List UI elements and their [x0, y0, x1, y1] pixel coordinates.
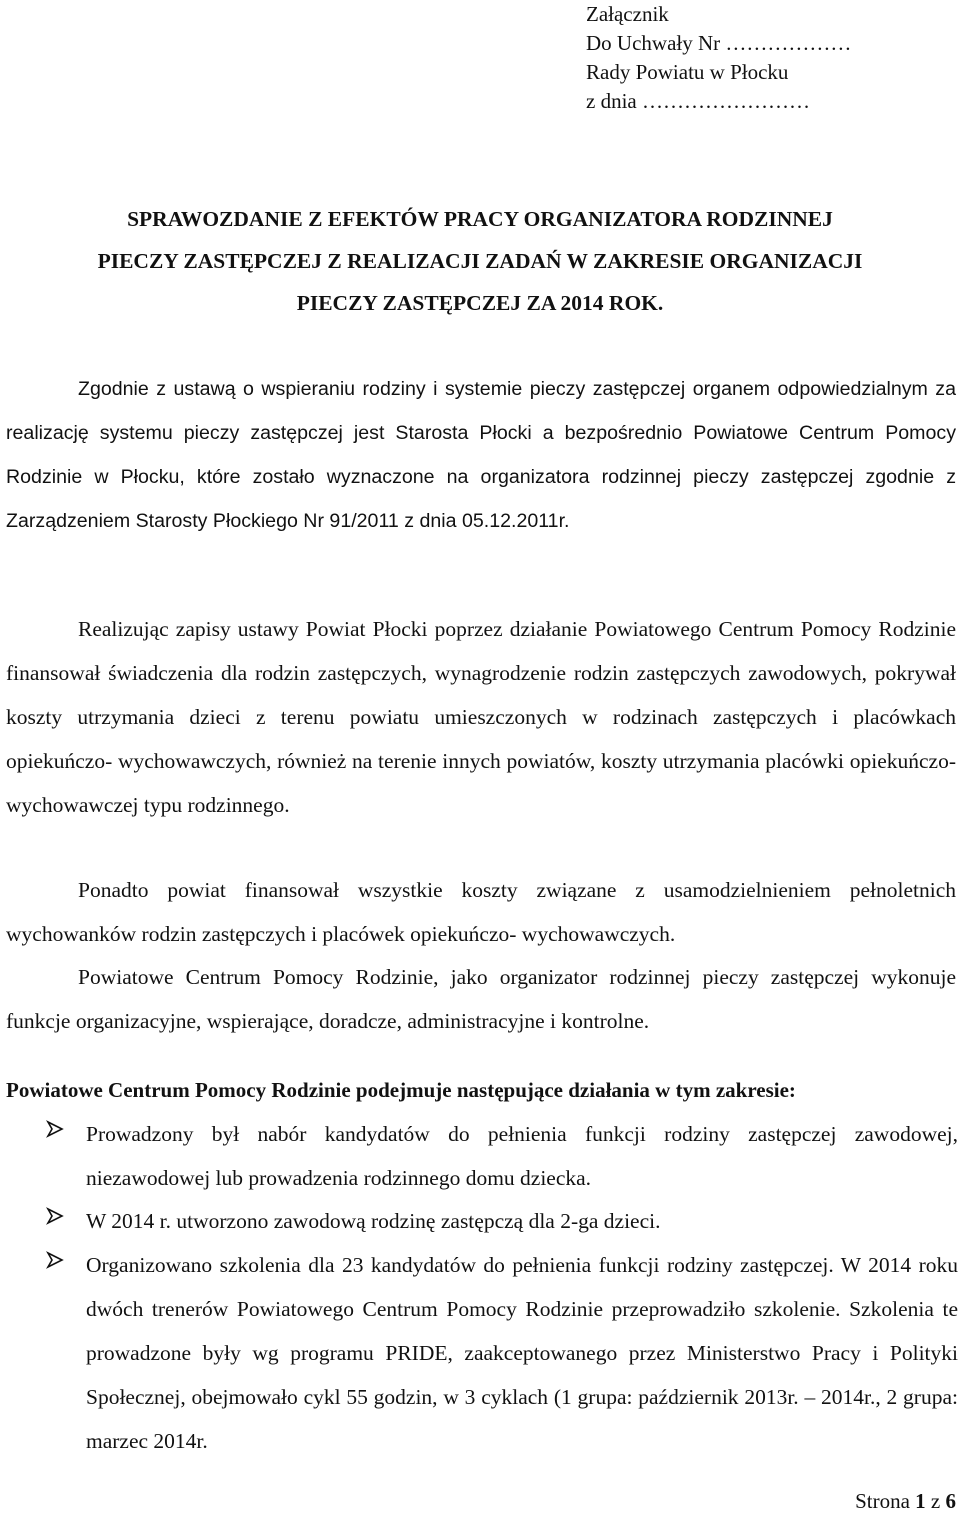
paragraph-2-text: Realizując zapisy ustawy Powiat Płocki poprzez działanie Powiatowego Centrum Pomocy Rodzinie finansował świadczenia dla rodzin zastępczych, wynagrodzenie rodzin zastępczych zawodowych, pokrywał koszty utrzymania dzieci z terenu powiatu umieszczonych w rodzinach zastępczych i placówkach opiekuńczo- wychowawczych, również na terenie innych powiatów, koszty utrzymania placówki opiekuńczo-wychowawczej typu rodzinnego.	[6, 617, 956, 817]
page-label: Strona	[855, 1489, 910, 1513]
annex-header	[586, 0, 851, 116]
list-item-text: W 2014 r. utworzono zawodową rodzinę zastępczą dla 2-ga dzieci.	[86, 1209, 661, 1233]
paragraph-4	[6, 955, 956, 1043]
page-separator: z	[930, 1489, 941, 1513]
paragraph-2	[6, 607, 956, 827]
annex-resolution-no: Do Uchwały Nr ………………	[586, 31, 852, 55]
annex-label: Załącznik	[586, 2, 669, 26]
page-total: 6	[945, 1489, 956, 1513]
paragraph-1	[6, 367, 956, 543]
paragraph-3-text: Ponadto powiat finansował wszystkie koszty związane z usamodzielnieniem pełnoletnich wychowanków rodzin zastępczych i placówek opiekuńczo- wychowawczych.	[6, 878, 956, 946]
page-current: 1	[915, 1489, 926, 1513]
title-line-3: PIECZY ZASTĘPCZEJ ZA 2014 ROK.	[296, 291, 664, 315]
page-number	[855, 1488, 956, 1514]
title-line-1: SPRAWOZDANIE Z EFEKTÓW PRACY ORGANIZATORA RODZINNEJ	[127, 207, 833, 231]
arrowhead-bullet-icon	[46, 1120, 64, 1138]
arrowhead-bullet-icon	[46, 1207, 64, 1225]
list-item-text: Prowadzony był nabór kandydatów do pełnienia funkcji rodziny zastępczej zawodowej, niezawodowej lub prowadzenia rodzinnego domu dziecka.	[86, 1122, 958, 1190]
arrowhead-bullet-icon	[46, 1251, 64, 1269]
title-line-2: PIECZY ZASTĘPCZEJ Z REALIZACJI ZADAŃ W ZAKRESIE ORGANIZACJI	[97, 249, 863, 273]
paragraph-4-text: Powiatowe Centrum Pomocy Rodzinie, jako organizator rodzinnej pieczy zastępczej wykonuje funkcje organizacyjne, wspierające, doradcze, administracyjne i kontrolne.	[6, 965, 956, 1033]
annex-date: z dnia ……………………	[586, 89, 810, 113]
document-title	[0, 198, 960, 324]
paragraph-3	[6, 868, 956, 956]
list-item-text: Organizowano szkolenia dla 23 kandydatów do pełnienia funkcji rodziny zastępczej. W 2014 roku dwóch trenerów Powiatowego Centrum Pomocy Rodzinie przeprowadziło szkolenie. Szkolenia te prowadzone były wg programu PRIDE, zaakceptowanego przez Ministerstwo Pracy i Polityki Społecznej, obejmowało cykl 55 godzin, w 3 cyklach (1 grupa: październik 2013r. – 2014r., 2 grupa: marzec 2014r.	[86, 1253, 958, 1453]
section-heading: Powiatowe Centrum Pomocy Rodzinie podejmuje następujące działania w tym zakresie:	[6, 1078, 796, 1102]
paragraph-1-text: Zgodnie z ustawą o wspieraniu rodziny i systemie pieczy zastępczej organem odpowiedzialnym za realizację systemu pieczy zastępczej jest Starosta Płocki a bezpośrednio Powiatowe Centrum Pomocy Rodzinie w Płocku, które zostało wyznaczone na organizatora rodzinnej pieczy zastępczej zgodnie z Zarządzeniem Starosty Płockiego Nr 91/2011 z dnia 05.12.2011r.	[6, 378, 956, 532]
annex-council: Rady Powiatu w Płocku	[586, 60, 789, 84]
